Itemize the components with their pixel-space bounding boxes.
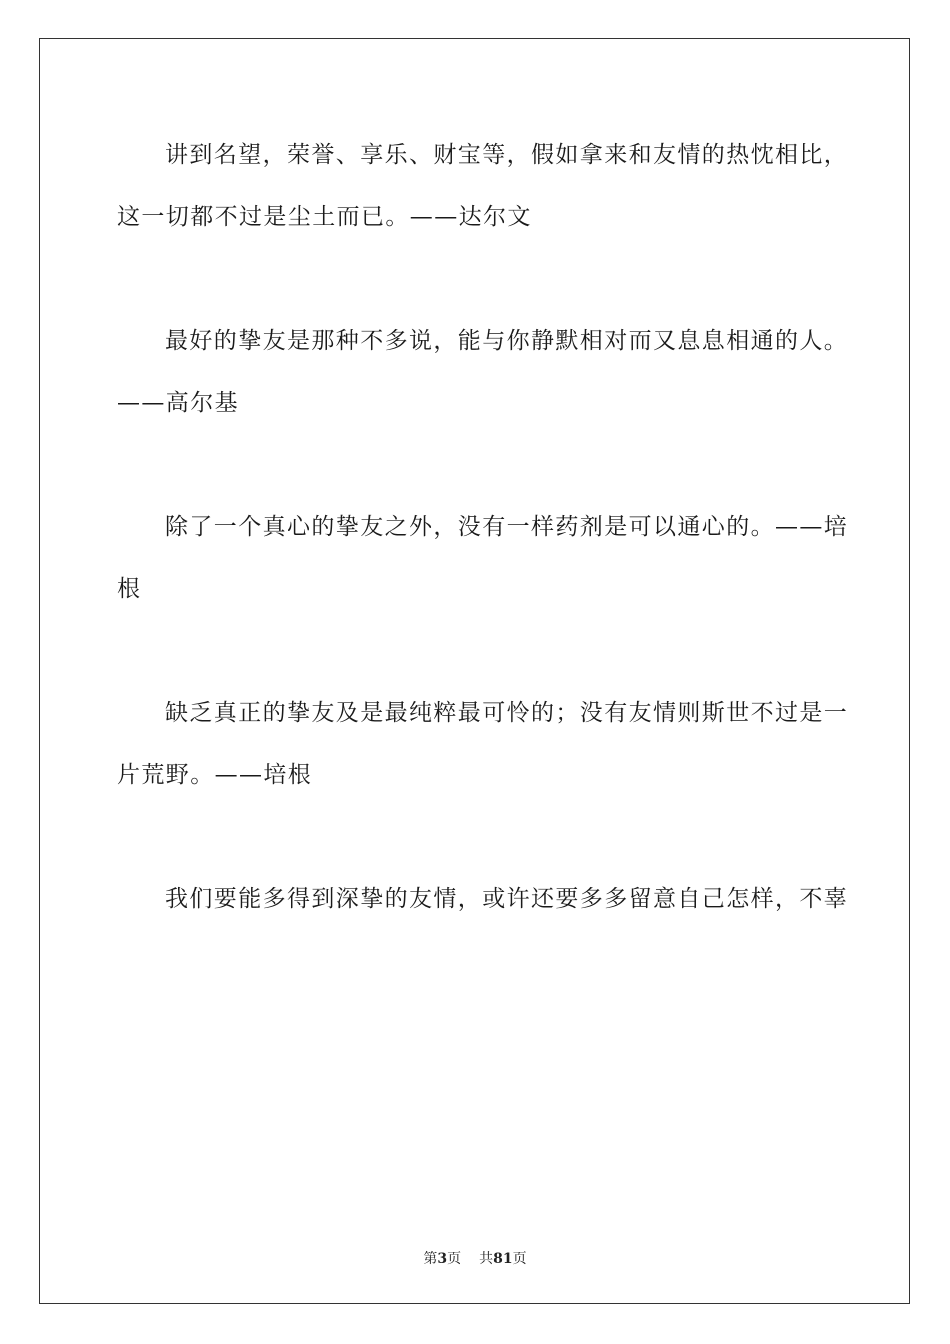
paragraph-line: 片荒野。——培根 bbox=[117, 762, 313, 788]
paragraph-line: 缺乏真正的挚友及是最纯粹最可怜的；没有友情则斯世不过是一 bbox=[165, 700, 849, 726]
page-total: 81 bbox=[493, 1251, 513, 1267]
page-footer bbox=[0, 1248, 950, 1268]
document-body bbox=[117, 124, 849, 930]
total-prefix: 共 bbox=[479, 1251, 494, 1267]
total-suffix: 页 bbox=[512, 1251, 527, 1267]
paragraph-line: 除了一个真心的挚友之外，没有一样药剂是可以通心的。——培 bbox=[165, 514, 849, 540]
paragraph-line: 这一切都不过是尘土而已。——达尔文 bbox=[117, 204, 532, 230]
blank-line bbox=[117, 620, 837, 682]
paragraph-line: ——高尔基 bbox=[117, 390, 239, 416]
blank-line bbox=[117, 248, 837, 310]
blank-line bbox=[117, 806, 837, 868]
blank-line bbox=[117, 434, 837, 496]
paragraph-line: 最好的挚友是那种不多说，能与你静默相对而又息息相通的人。 bbox=[165, 328, 849, 354]
page-current: 3 bbox=[437, 1251, 448, 1267]
paragraph-line: 我们要能多得到深挚的友情，或许还要多多留意自己怎样，不辜 bbox=[165, 886, 849, 912]
paragraph-line: 根 bbox=[117, 576, 142, 602]
page-prefix: 第 bbox=[423, 1251, 438, 1267]
page-suffix: 页 bbox=[447, 1251, 462, 1267]
paragraph-line: 讲到名望，荣誉、享乐、财宝等，假如拿来和友情的热忱相比， bbox=[165, 142, 849, 168]
